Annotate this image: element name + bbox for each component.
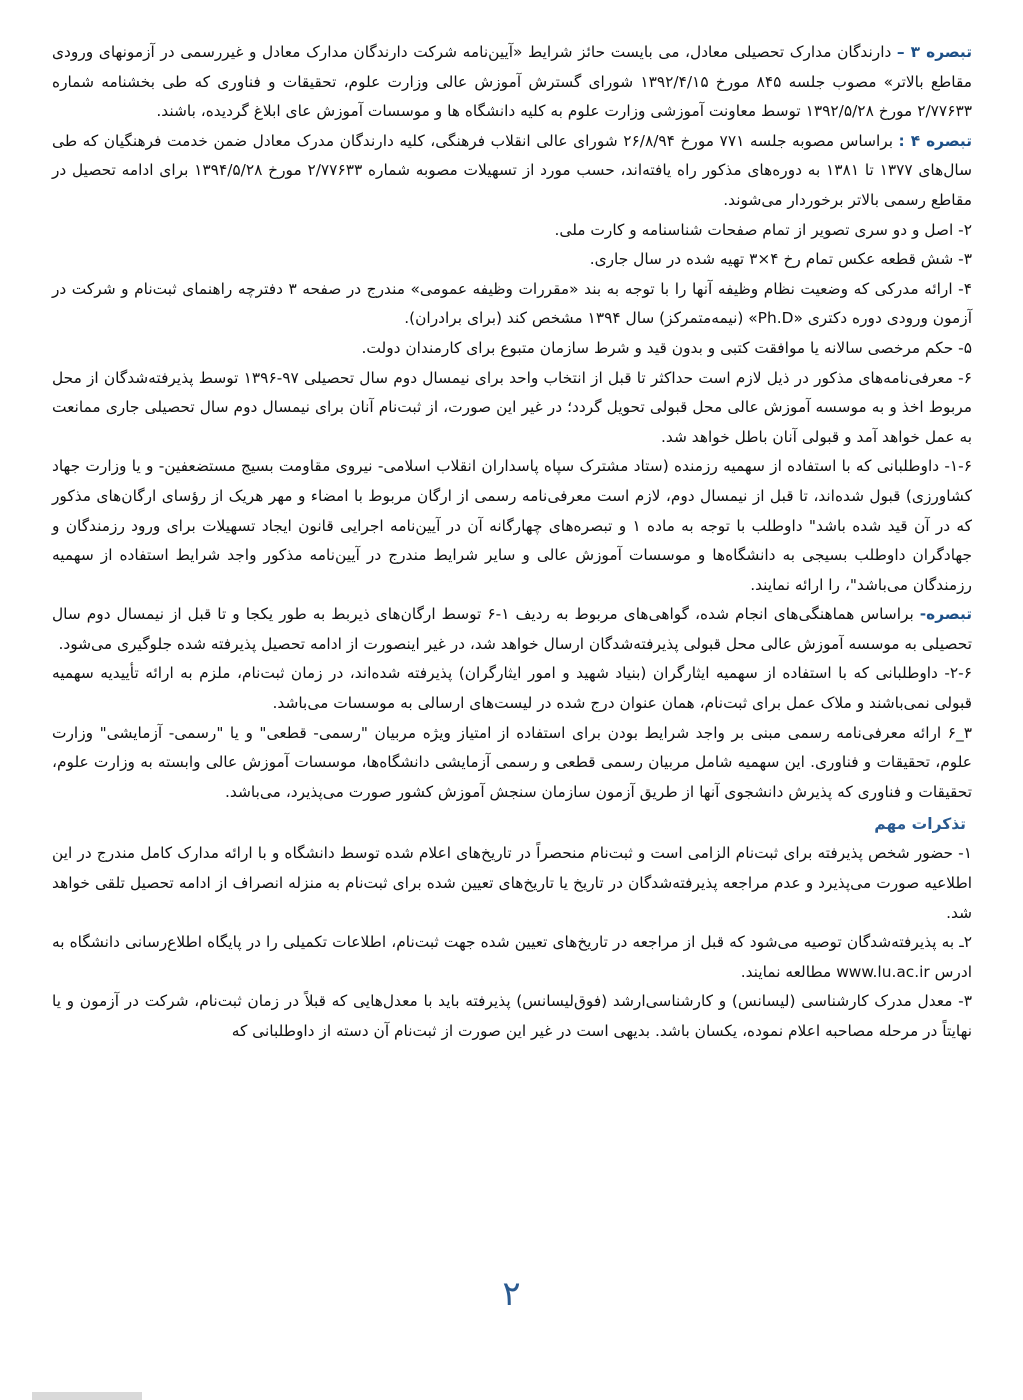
note-4 — [52, 127, 972, 216]
note-3-label: تبصره ۳ – — [896, 43, 972, 61]
page-number: ۲ — [502, 1274, 521, 1314]
note-4-text: براساس مصوبه جلسه ۷۷۱ مورخ ۲۶/۸/۹۴ شورای عالی انقلاب فرهنگی، کلیه دارندگان مدرک معادل ضمن خدمت فرهنگیان که طی سال‌های ۱۳۷۷ تا ۱۳۸۱ به دوره‌های مذکور راه یافته‌اند، حسب مورد از تسهیلات مصوبه شماره ۲/۷۷۶۳۳ مورخ ۱۳۹۴/۵/۲۸ برای ادامه تحصیل در مقاطع رسمی بالاتر برخوردار می‌شوند. — [52, 131, 973, 209]
note-3 — [52, 38, 972, 127]
tip-2-website — [52, 928, 972, 987]
note-after-6-1 — [52, 600, 972, 659]
tip-1-attendance: ۱- حضور شخص پذیرفته برای ثبت‌نام الزامی است و ثبت‌نام منحصراً در تاریخ‌های اعلام شده توسط دانشگاه و با ارائه مدارک کامل مندرج در این اطلاعیه صورت می‌پذیرد و عدم مراجعه پذیرفته‌شدگان در تاریخ یا تاریخ‌های تعیین شده برای ثبت‌نام به منزله انصراف از ادامه تحصیل تلقی خواهد شد. — [52, 844, 972, 922]
note-after-6-1-label: تبصره- — [919, 605, 973, 624]
tip-3-gpa: ۳- معدل مدرک کارشناسی (لیسانس) و کارشناسی‌ارشد (فوق‌لیسانس) پذیرفته باید با معدل‌هایی که قبلاً در زمان ثبت‌نام، شرکت در آزمون و یا نهایتاً در مرحله مصاحبه اعلام نموده، یکسان باشد. بدیهی است در غیر این صورت از ثبت‌نام آن دسته از داوطلبانی که — [52, 992, 972, 1040]
item-5-leave-permit: ۵- حکم مرخصی سالانه یا موافقت کتبی و بدون قید و شرط سازمان متبوع برای کارمندان دولت. — [361, 338, 972, 357]
note-after-6-1-text: براساس هماهنگی‌های انجام شده، گواهی‌های مربوط به ردیف ۱-۶ توسط ارگان‌های ذیربط به طور یکجا و تا قبل از نیمسال دوم سال تحصیلی به موسسه آموزش عالی محل قبولی پذیرفته‌شدگان ارسال خواهد شد، در غیر اینصورت از ادامه تحصیل پذیرفته شده جلوگیری می‌شود. — [52, 605, 972, 653]
note-3-text: دارندگان مدارک تحصیلی معادل، می بایست حائز شرایط «آیین‌نامه شرکت دارندگان مدارک معادل و غیررسمی در آزمونهای ورودی مقاطع بالاتر» مصوب جلسه ۸۴۵ مورخ ۱۳۹۲/۴/۱۵ شورای گسترش آموزش عالی وزارت علوم، تحقیقات و فناوری که طی بخشنامه شماره ۲/۷۷۶۳۳ مورخ ۱۳۹۲/۵/۲۸ توسط معاونت آموزشی وزارت علوم به کلیه دانشگاه ها و موسسات آموزش عای ابلاغ گردیده، باشند. — [52, 43, 972, 121]
item-6-2-veterans-quota: ۲-۶- داوطلبانی که با استفاده از سهمیه ایثارگران (بنیاد شهید و امور ایثارگران) پذیرفته شده‌اند، در زمان ثبت‌نام، ملزم به ارائه تأییدیه سهمیه قبولی نمی‌باشند و ملاک عمل برای ثبت‌نام، همان عنوان درج شده در لیست‌های ارسالی به موسسات می‌باشد. — [52, 664, 972, 713]
document-body — [52, 38, 972, 1047]
item-2-id-documents: ۲- اصل و دو سری تصویر از تمام صفحات شناسنامه و کارت ملی. — [554, 220, 972, 239]
important-notes-heading: تذکرات مهم — [874, 815, 966, 834]
university-website-link[interactable]: www.lu.ac.ir — [836, 962, 930, 981]
item-6-introduction-letters: ۶- معرفی‌نامه‌های مذکور در ذیل لازم است حداکثر تا قبل از انتخاب واحد برای نیمسال دوم سال تحصیلی ۹۷-۱۳۹۶ توسط پذیرفته‌شدگان از محل مربوط اخذ و به موسسه آموزش عالی محل قبولی تحویل گردد؛ در غیر این صورت، از ثبت‌نام آنان برای نیمسال دوم سال تحصیلی جاری ممانعت به عمل خواهد آمد و قبولی آنان باطل خواهد شد. — [52, 368, 972, 446]
tip-2-text-before: ۲ـ به پذیرفته‌شدگان توصیه می‌شود که قبل از مراجعه در تاریخ‌های تعیین شده جهت ثبت‌نام، اطلاعات تکمیلی را در پایگاه اطلاع‌رسانی دانشگاه به ادرس — [52, 933, 972, 981]
note-4-label: تبصره ۴ : — [898, 131, 972, 150]
scan-edge — [32, 1392, 142, 1400]
tip-2-text-after: مطالعه نمایند. — [740, 962, 837, 981]
item-3-photos: ۳- شش قطعه عکس تمام رخ ۴×۳ تهیه شده در سال جاری. — [589, 250, 972, 269]
item-4-military-service: ۴- ارائه مدرکی که وضعیت نظام وظیفه آنها را با توجه به بند «مقررات وظیفه عمومی» مندرج در صفحه ۳ دفترچه راهنمای ثبت‌نام و شرکت در آزمون ورودی دوره دکتری «Ph.D» (نیمه‌متمرکز) سال ۱۳۹۴ مشخص کند (برای برادران). — [52, 279, 973, 328]
item-6-3-instructors-quota: ۳_۶ ارائه معرفی‌نامه رسمی مبنی بر واجد شرایط بودن برای استفاده از امتیاز ویژه مربیان "رسمی- قطعی" و یا "رسمی- آزمایشی" وزارت علوم، تحقیقات و فناوری. این سهمیه شامل مربیان رسمی قطعی و رسمی آزمایشی دانشگاه‌ها، موسسات آموزش عالی وابسته به وزارت علوم، تحقیقات و فناوری که پذیرش دانشجوی آنها از طریق آزمون سازمان سنجش آموزش کشور صورت می‌پذیرد، می‌باشد. — [52, 723, 972, 801]
item-6-1-combatant-quota: ۱-۶- داوطلبانی که با استفاده از سهمیه رزمنده (ستاد مشترک سپاه پاسداران انقلاب اسلامی- نیروی مقاومت بسیج مستضعفین- و یا وزارت جهاد کشاورزی) قبول شده‌اند، تا قبل از نیمسال دوم، لازم است معرفی‌نامه رسمی از ارگان مربوط با امضاء و مهر هریک از رؤسای ارگان‌های مذکور که در آن قید شده باشد" داوطلب با توجه به ماده ۱ و تبصره‌های چهارگانه آن در آیین‌نامه اجرایی قانون ایجاد تسهیلات برای ورود رزمندگان و جهادگران داوطلب بسیجی به دانشگاه‌ها و موسسات آموزش عالی و سایر شرایط مندرج در آیین‌نامه مذکور واجد شرایط استفاده از سهمیه رزمندگان می‌باشد"، را ارائه نمایند. — [52, 457, 973, 594]
